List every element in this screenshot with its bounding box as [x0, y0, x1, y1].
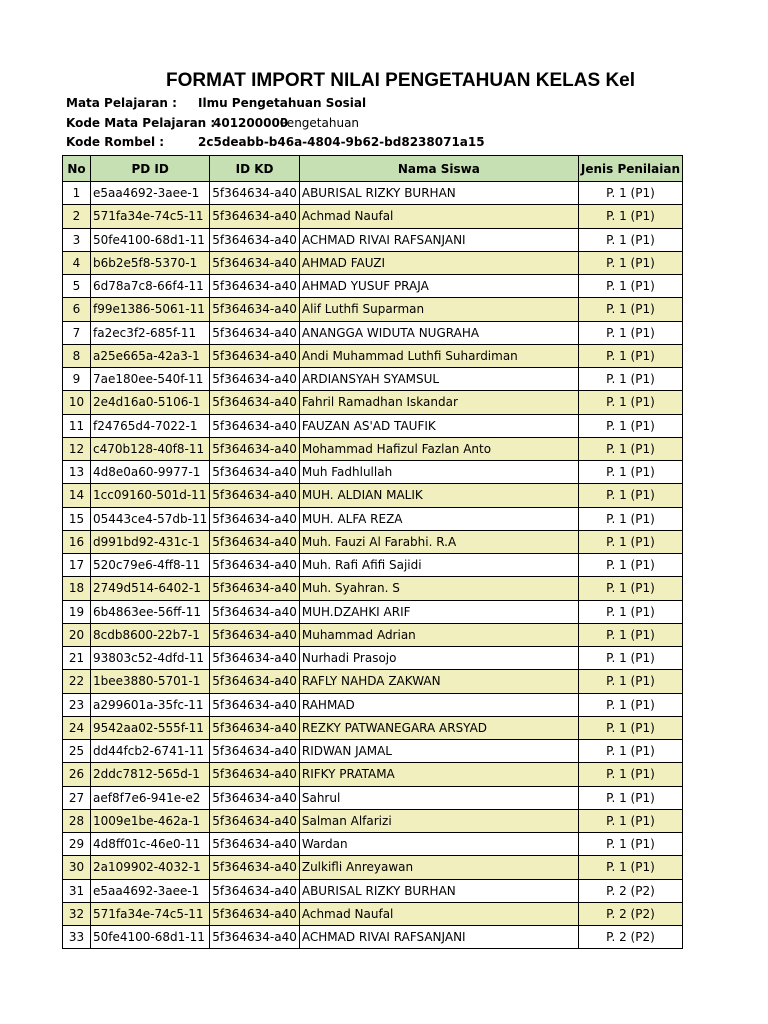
cell-id-kd[interactable]: 5f364634-a40	[210, 763, 300, 786]
cell-id-kd[interactable]: 5f364634-a40	[210, 344, 300, 367]
cell-pd-id[interactable]: a25e665a-42a3-1	[91, 344, 210, 367]
cell-no[interactable]: 20	[63, 623, 91, 646]
cell-pd-id[interactable]: c470b128-40f8-11	[91, 437, 210, 460]
cell-jenis-penilaian[interactable]: P. 1 (P1)	[578, 205, 682, 228]
table-row[interactable]	[63, 484, 683, 507]
cell-no[interactable]: 10	[63, 391, 91, 414]
cell-id-kd[interactable]: 5f364634-a40	[210, 833, 300, 856]
cell-jenis-penilaian[interactable]: P. 1 (P1)	[578, 321, 682, 344]
cell-nama-siswa[interactable]: MUH. ALDIAN MALIK	[299, 484, 578, 507]
cell-jenis-penilaian[interactable]: P. 1 (P1)	[578, 647, 682, 670]
cell-jenis-penilaian[interactable]: P. 1 (P1)	[578, 600, 682, 623]
kode-rombel-label: Kode Rombel :	[66, 135, 165, 149]
cell-nama-siswa[interactable]: Andi Muhammad Luthfi Suhardiman	[299, 344, 578, 367]
table-row[interactable]	[63, 298, 683, 321]
cell-pd-id[interactable]: 2e4d16a0-5106-1	[91, 391, 210, 414]
cell-nama-siswa[interactable]: Muhammad Adrian	[299, 623, 578, 646]
cell-pd-id[interactable]: f24765d4-7022-1	[91, 414, 210, 437]
cell-pd-id[interactable]: 4d8ff01c-46e0-11	[91, 833, 210, 856]
cell-jenis-penilaian[interactable]: P. 1 (P1)	[578, 763, 682, 786]
cell-jenis-penilaian[interactable]: P. 1 (P1)	[578, 484, 682, 507]
table-row[interactable]	[63, 391, 683, 414]
cell-jenis-penilaian[interactable]: P. 1 (P1)	[578, 461, 682, 484]
cell-id-kd[interactable]: 5f364634-a40	[210, 600, 300, 623]
table-row[interactable]	[63, 321, 683, 344]
cell-pd-id[interactable]: a299601a-35fc-11	[91, 693, 210, 716]
cell-jenis-penilaian[interactable]: P. 1 (P1)	[578, 554, 682, 577]
cell-pd-id[interactable]: 571fa34e-74c5-11	[91, 205, 210, 228]
cell-id-kd[interactable]: 5f364634-a40	[210, 856, 300, 879]
cell-nama-siswa[interactable]: Zulkifli Anreyawan	[299, 856, 578, 879]
cell-jenis-penilaian[interactable]: P. 1 (P1)	[578, 833, 682, 856]
cell-no[interactable]: 1	[63, 182, 91, 205]
cell-pd-id[interactable]: 6b4863ee-56ff-11	[91, 600, 210, 623]
cell-nama-siswa[interactable]: Nurhadi Prasojo	[299, 647, 578, 670]
cell-no[interactable]: 19	[63, 600, 91, 623]
cell-id-kd[interactable]: 5f364634-a40	[210, 461, 300, 484]
table-row[interactable]	[63, 809, 683, 832]
cell-no[interactable]: 30	[63, 856, 91, 879]
cell-pd-id[interactable]: 1cc09160-501d-11	[91, 484, 210, 507]
kode-mapel-type: Pengetahuan	[280, 116, 360, 130]
cell-no[interactable]: 14	[63, 484, 91, 507]
col-header-jenis-penilaian: Jenis Penilaian	[578, 156, 682, 182]
cell-pd-id[interactable]: 1bee3880-5701-1	[91, 670, 210, 693]
table-row[interactable]	[63, 507, 683, 530]
cell-id-kd[interactable]: 5f364634-a40	[210, 507, 300, 530]
cell-pd-id[interactable]: 6d78a7c8-66f4-11	[91, 275, 210, 298]
cell-id-kd[interactable]: 5f364634-a40	[210, 205, 300, 228]
cell-no[interactable]: 12	[63, 437, 91, 460]
cell-id-kd[interactable]: 5f364634-a40	[210, 926, 300, 949]
cell-no[interactable]: 31	[63, 879, 91, 902]
cell-pd-id[interactable]: 2ddc7812-565d-1	[91, 763, 210, 786]
table-row[interactable]	[63, 414, 683, 437]
cell-nama-siswa[interactable]: REZKY PATWANEGARA ARSYAD	[299, 716, 578, 739]
cell-jenis-penilaian[interactable]: P. 1 (P1)	[578, 251, 682, 274]
cell-no[interactable]: 16	[63, 530, 91, 553]
cell-nama-siswa[interactable]: AHMAD YUSUF PRAJA	[299, 275, 578, 298]
cell-nama-siswa[interactable]: Muh Fadhlullah	[299, 461, 578, 484]
cell-no[interactable]: 13	[63, 461, 91, 484]
cell-pd-id[interactable]: 8cdb8600-22b7-1	[91, 623, 210, 646]
cell-nama-siswa[interactable]: MUH.DZAHKI ARIF	[299, 600, 578, 623]
cell-id-kd[interactable]: 5f364634-a40	[210, 321, 300, 344]
cell-nama-siswa[interactable]: MUH. ALFA REZA	[299, 507, 578, 530]
cell-id-kd[interactable]: 5f364634-a40	[210, 623, 300, 646]
cell-no[interactable]: 4	[63, 251, 91, 274]
cell-no[interactable]: 2	[63, 205, 91, 228]
cell-jenis-penilaian[interactable]: P. 1 (P1)	[578, 344, 682, 367]
cell-id-kd[interactable]: 5f364634-a40	[210, 902, 300, 925]
table-row[interactable]	[63, 763, 683, 786]
cell-pd-id[interactable]: dd44fcb2-6741-11	[91, 740, 210, 763]
cell-jenis-penilaian[interactable]: P. 1 (P1)	[578, 809, 682, 832]
table-body	[63, 182, 683, 949]
cell-jenis-penilaian[interactable]: P. 1 (P1)	[578, 716, 682, 739]
table-row[interactable]	[63, 205, 683, 228]
cell-nama-siswa[interactable]: Wardan	[299, 833, 578, 856]
cell-jenis-penilaian[interactable]: P. 1 (P1)	[578, 577, 682, 600]
cell-jenis-penilaian[interactable]: P. 1 (P1)	[578, 786, 682, 809]
cell-no[interactable]: 33	[63, 926, 91, 949]
kode-mapel-label: Kode Mata Pelajaran :	[66, 116, 216, 130]
cell-jenis-penilaian[interactable]: P. 2 (P2)	[578, 926, 682, 949]
grade-table	[62, 155, 683, 949]
mata-pelajaran-label: Mata Pelajaran :	[66, 96, 177, 110]
cell-pd-id[interactable]: 520c79e6-4ff8-11	[91, 554, 210, 577]
cell-nama-siswa[interactable]: RIDWAN JAMAL	[299, 740, 578, 763]
cell-id-kd[interactable]: 5f364634-a40	[210, 740, 300, 763]
cell-jenis-penilaian[interactable]: P. 1 (P1)	[578, 391, 682, 414]
col-header-nama-siswa: Nama Siswa	[299, 156, 578, 182]
cell-pd-id[interactable]: 571fa34e-74c5-11	[91, 902, 210, 925]
table-row[interactable]	[63, 530, 683, 553]
cell-nama-siswa[interactable]: FAUZAN AS'AD TAUFIK	[299, 414, 578, 437]
cell-pd-id[interactable]: 1009e1be-462a-1	[91, 809, 210, 832]
cell-id-kd[interactable]: 5f364634-a40	[210, 414, 300, 437]
cell-pd-id[interactable]: fa2ec3f2-685f-11	[91, 321, 210, 344]
cell-no[interactable]: 32	[63, 902, 91, 925]
cell-nama-siswa[interactable]: ABURISAL RIZKY BURHAN	[299, 879, 578, 902]
cell-id-kd[interactable]: 5f364634-a40	[210, 182, 300, 205]
kode-mapel-value: 401200000	[213, 116, 289, 130]
cell-jenis-penilaian[interactable]: P. 1 (P1)	[578, 414, 682, 437]
cell-id-kd[interactable]: 5f364634-a40	[210, 275, 300, 298]
cell-id-kd[interactable]: 5f364634-a40	[210, 530, 300, 553]
cell-jenis-penilaian[interactable]: P. 1 (P1)	[578, 623, 682, 646]
cell-jenis-penilaian[interactable]: P. 1 (P1)	[578, 228, 682, 251]
cell-id-kd[interactable]: 5f364634-a40	[210, 693, 300, 716]
cell-nama-siswa[interactable]: Fahril Ramadhan Iskandar	[299, 391, 578, 414]
cell-no[interactable]: 3	[63, 228, 91, 251]
cell-nama-siswa[interactable]: Sahrul	[299, 786, 578, 809]
table-row[interactable]	[63, 437, 683, 460]
table-row[interactable]	[63, 368, 683, 391]
cell-pd-id[interactable]: 05443ce4-57db-11	[91, 507, 210, 530]
cell-nama-siswa[interactable]: RAHMAD	[299, 693, 578, 716]
cell-id-kd[interactable]: 5f364634-a40	[210, 437, 300, 460]
cell-nama-siswa[interactable]: AHMAD FAUZI	[299, 251, 578, 274]
cell-pd-id[interactable]: 93803c52-4dfd-11	[91, 647, 210, 670]
cell-id-kd[interactable]: 5f364634-a40	[210, 647, 300, 670]
cell-nama-siswa[interactable]: ANANGGA WIDUTA NUGRAHA	[299, 321, 578, 344]
cell-pd-id[interactable]: f99e1386-5061-11	[91, 298, 210, 321]
cell-id-kd[interactable]: 5f364634-a40	[210, 554, 300, 577]
table-row[interactable]	[63, 716, 683, 739]
cell-id-kd[interactable]: 5f364634-a40	[210, 577, 300, 600]
kode-rombel-value: 2c5deabb-b46a-4804-9b62-bd8238071a15	[198, 135, 485, 149]
cell-id-kd[interactable]: 5f364634-a40	[210, 670, 300, 693]
cell-id-kd[interactable]: 5f364634-a40	[210, 809, 300, 832]
cell-nama-siswa[interactable]: RAFLY NAHDA ZAKWAN	[299, 670, 578, 693]
cell-pd-id[interactable]: 50fe4100-68d1-11	[91, 926, 210, 949]
table-row[interactable]	[63, 344, 683, 367]
cell-nama-siswa[interactable]: ABURISAL RIZKY BURHAN	[299, 182, 578, 205]
col-header-id-kd: ID KD	[210, 156, 300, 182]
cell-no[interactable]: 24	[63, 716, 91, 739]
cell-id-kd[interactable]: 5f364634-a40	[210, 391, 300, 414]
cell-no[interactable]: 5	[63, 275, 91, 298]
cell-jenis-penilaian[interactable]: P. 1 (P1)	[578, 298, 682, 321]
table-row[interactable]	[63, 228, 683, 251]
cell-pd-id[interactable]: 2a109902-4032-1	[91, 856, 210, 879]
cell-id-kd[interactable]: 5f364634-a40	[210, 298, 300, 321]
table-row[interactable]	[63, 926, 683, 949]
table-row[interactable]	[63, 182, 683, 205]
table-row[interactable]	[63, 786, 683, 809]
table-row[interactable]	[63, 740, 683, 763]
cell-jenis-penilaian[interactable]: P. 1 (P1)	[578, 693, 682, 716]
cell-id-kd[interactable]: 5f364634-a40	[210, 879, 300, 902]
table-row[interactable]	[63, 856, 683, 879]
cell-pd-id[interactable]: 9542aa02-555f-11	[91, 716, 210, 739]
cell-no[interactable]: 18	[63, 577, 91, 600]
cell-jenis-penilaian[interactable]: P. 1 (P1)	[578, 182, 682, 205]
cell-id-kd[interactable]: 5f364634-a40	[210, 368, 300, 391]
cell-nama-siswa[interactable]: Alif Luthfi Suparman	[299, 298, 578, 321]
cell-no[interactable]: 23	[63, 693, 91, 716]
cell-no[interactable]: 15	[63, 507, 91, 530]
cell-jenis-penilaian[interactable]: P. 1 (P1)	[578, 856, 682, 879]
table-row[interactable]	[63, 251, 683, 274]
cell-jenis-penilaian[interactable]: P. 1 (P1)	[578, 530, 682, 553]
cell-pd-id[interactable]: b6b2e5f8-5370-1	[91, 251, 210, 274]
cell-pd-id[interactable]: d991bd92-431c-1	[91, 530, 210, 553]
cell-nama-siswa[interactable]: RIFKY PRATAMA	[299, 763, 578, 786]
cell-no[interactable]: 29	[63, 833, 91, 856]
table-row[interactable]	[63, 647, 683, 670]
table-row[interactable]	[63, 554, 683, 577]
cell-jenis-penilaian[interactable]: P. 1 (P1)	[578, 437, 682, 460]
col-header-pd-id: PD ID	[91, 156, 210, 182]
table-header-row	[63, 156, 683, 182]
table-row[interactable]	[63, 902, 683, 925]
cell-no[interactable]: 26	[63, 763, 91, 786]
cell-no[interactable]: 9	[63, 368, 91, 391]
cell-jenis-penilaian[interactable]: P. 1 (P1)	[578, 275, 682, 298]
cell-id-kd[interactable]: 5f364634-a40	[210, 786, 300, 809]
cell-jenis-penilaian[interactable]: P. 1 (P1)	[578, 507, 682, 530]
cell-pd-id[interactable]: 50fe4100-68d1-11	[91, 228, 210, 251]
cell-id-kd[interactable]: 5f364634-a40	[210, 716, 300, 739]
table-row[interactable]	[63, 275, 683, 298]
cell-id-kd[interactable]: 5f364634-a40	[210, 228, 300, 251]
mata-pelajaran-value: Ilmu Pengetahuan Sosial	[198, 96, 367, 110]
cell-jenis-penilaian[interactable]: P. 1 (P1)	[578, 368, 682, 391]
cell-no[interactable]: 22	[63, 670, 91, 693]
table-row[interactable]	[63, 600, 683, 623]
table-row[interactable]	[63, 693, 683, 716]
table-row[interactable]	[63, 577, 683, 600]
cell-pd-id[interactable]: e5aa4692-3aee-1	[91, 879, 210, 902]
cell-nama-siswa[interactable]: Achmad Naufal	[299, 205, 578, 228]
cell-no[interactable]: 8	[63, 344, 91, 367]
cell-nama-siswa[interactable]: Mohammad Hafizul Fazlan Anto	[299, 437, 578, 460]
cell-no[interactable]: 6	[63, 298, 91, 321]
cell-jenis-penilaian[interactable]: P. 1 (P1)	[578, 670, 682, 693]
cell-no[interactable]: 17	[63, 554, 91, 577]
cell-nama-siswa[interactable]: Muh. Fauzi Al Farabhi. R.A	[299, 530, 578, 553]
table-row[interactable]	[63, 670, 683, 693]
cell-no[interactable]: 28	[63, 809, 91, 832]
cell-nama-siswa[interactable]: ARDIANSYAH SYAMSUL	[299, 368, 578, 391]
cell-no[interactable]: 25	[63, 740, 91, 763]
cell-no[interactable]: 21	[63, 647, 91, 670]
cell-no[interactable]: 11	[63, 414, 91, 437]
cell-nama-siswa[interactable]: Salman Alfarizi	[299, 809, 578, 832]
cell-jenis-penilaian[interactable]: P. 1 (P1)	[578, 740, 682, 763]
page-title: FORMAT IMPORT NILAI PENGETAHUAN KELAS Kel	[166, 70, 636, 91]
table-row[interactable]	[63, 833, 683, 856]
cell-jenis-penilaian[interactable]: P. 2 (P2)	[578, 879, 682, 902]
col-header-no: No	[63, 156, 91, 182]
cell-nama-siswa[interactable]: Muh. Rafi Afifi Sajidi	[299, 554, 578, 577]
cell-pd-id[interactable]: e5aa4692-3aee-1	[91, 182, 210, 205]
cell-pd-id[interactable]: 2749d514-6402-1	[91, 577, 210, 600]
cell-jenis-penilaian[interactable]: P. 2 (P2)	[578, 902, 682, 925]
cell-pd-id[interactable]: 4d8e0a60-9977-1	[91, 461, 210, 484]
table-row[interactable]	[63, 461, 683, 484]
cell-no[interactable]: 27	[63, 786, 91, 809]
cell-no[interactable]: 7	[63, 321, 91, 344]
cell-id-kd[interactable]: 5f364634-a40	[210, 484, 300, 507]
cell-pd-id[interactable]: aef8f7e6-941e-e2	[91, 786, 210, 809]
cell-nama-siswa[interactable]: Achmad Naufal	[299, 902, 578, 925]
cell-pd-id[interactable]: 7ae180ee-540f-11	[91, 368, 210, 391]
cell-nama-siswa[interactable]: ACHMAD RIVAI RAFSANJANI	[299, 228, 578, 251]
cell-nama-siswa[interactable]: ACHMAD RIVAI RAFSANJANI	[299, 926, 578, 949]
cell-id-kd[interactable]: 5f364634-a40	[210, 251, 300, 274]
cell-nama-siswa[interactable]: Muh. Syahran. S	[299, 577, 578, 600]
table-row[interactable]	[63, 623, 683, 646]
table-row[interactable]	[63, 879, 683, 902]
